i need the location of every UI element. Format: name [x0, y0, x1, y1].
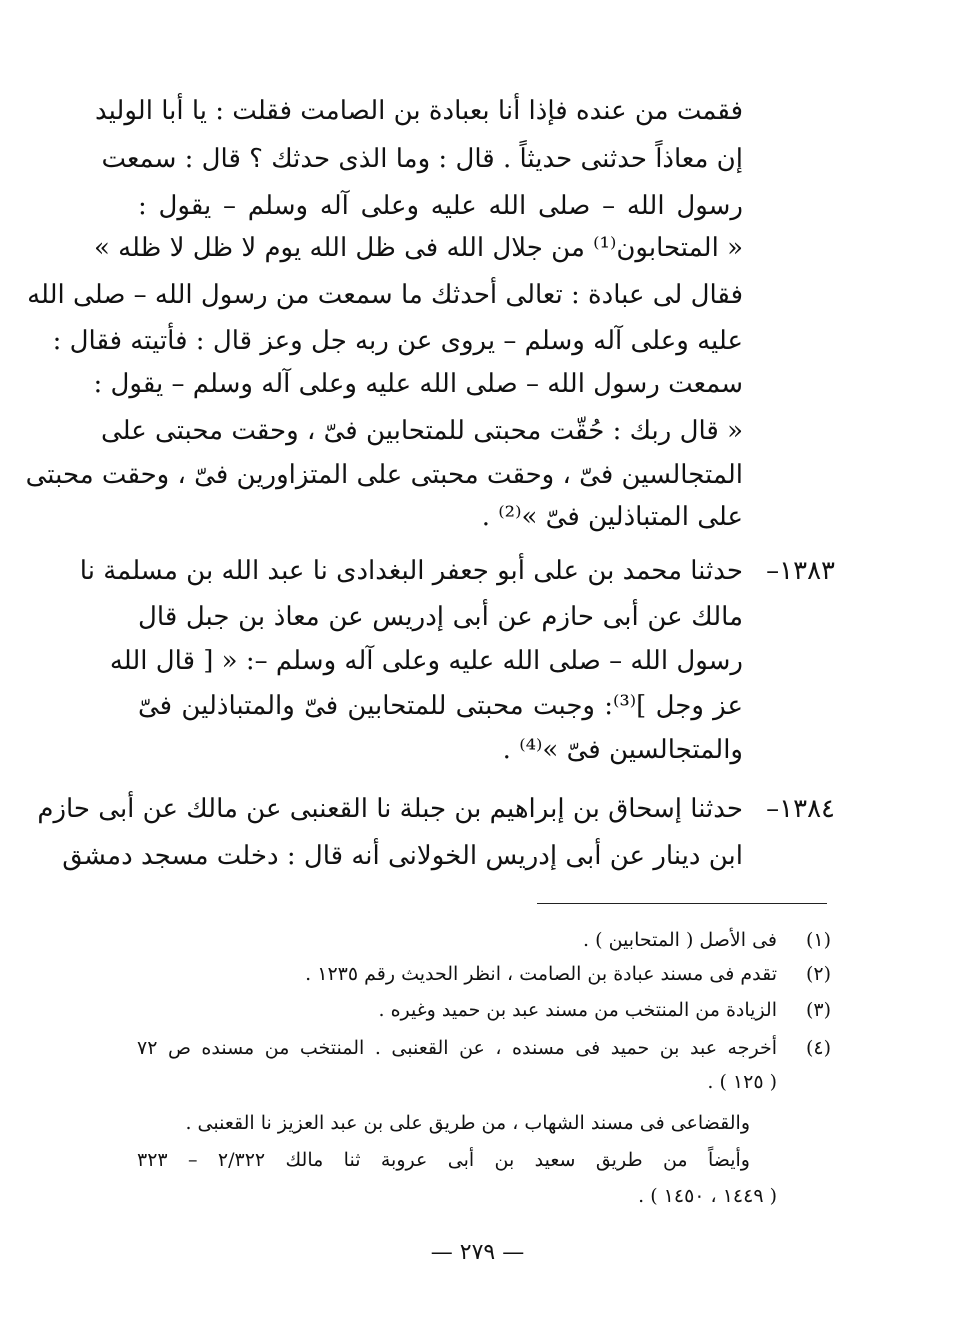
body-line: على المتباذلين فىّ »⁽²⁾ .	[481, 502, 743, 532]
hadith-number: ١٣٨٣–	[766, 556, 835, 586]
hadith-line: عز وجل ]⁽³⁾: وجبت محبتى للمتحابين فىّ والمتباذلين فىّ	[138, 691, 743, 721]
footnote-mark: (٢)	[805, 963, 831, 985]
body-line: فقمت من عنده فإذا أنا بعبادة بن الصامت فقلت : يا أبا الوليد	[94, 96, 743, 126]
footnote-mark: (١)	[805, 929, 831, 951]
hadith-line: ابن دينار عن أبى إدريس الخولانى أنه قال : دخلت مسجد دمشق	[62, 841, 743, 871]
hadith-line: مالك عن أبى حازم عن أبى إدريس عن معاذ بن جبل قال	[138, 602, 743, 632]
body-line: إن معاذاً حدثنى حديثاً . قال : وما الذى حدثك ؟ قال : سمعت	[101, 144, 743, 174]
footnote-text: تقدم فى مسند عبادة بن الصامت ، انظر الحديث رقم ١٢٣٥ .	[305, 963, 777, 985]
hadith-number: ١٣٨٤–	[766, 794, 835, 824]
footnote-text: أخرجه عبد بن حميد فى مسنده ، عن القعنبى . المنتخب من مسنده ص ٧٢	[137, 1037, 777, 1059]
footnote-text: الزيادة من المنتخب من مسند عبد بن حميد وغيره .	[378, 999, 777, 1021]
body-line: المتجالسين فىّ ، وحقت محبتى على المتزاورين فىّ ، وحقت محبتى	[25, 460, 743, 490]
body-line: عليه وعلى آله وسلم – يروى عن ربه جل وعز قال : فأتيته فقال :	[52, 326, 743, 356]
hadith-line: حدثنا إسحاق بن إبراهيم بن جبلة نا القعنبى عن مالك عن أبى حازم	[37, 794, 743, 824]
body-line: فقال لى عبادة : تعالى أحدثك ما سمعت من رسول الله – صلى الله	[27, 280, 743, 310]
footnote-text: ( ١٤٤٩ ، ١٤٥٠ ) .	[638, 1185, 777, 1207]
footnote-text: ( ١٢٥ ) .	[707, 1071, 777, 1093]
footnote-divider	[537, 903, 827, 904]
footnote-text: والقضاعى فى مسند الشهاب ، من طريق على بن عبد العزيز نا القعنبى .	[185, 1112, 750, 1134]
body-line: رسول الله – صلى الله عليه وعلى آله وسلم – يقول :	[138, 191, 743, 221]
footnote-text: وأيضاً من طريق سعيد بن أبى عروبة ثنا مالك ٢/٣٢٢ – ٣٢٣	[137, 1149, 750, 1171]
body-line: « المتحابون⁽¹⁾ من جلال الله فى ظل الله يوم لا ظل لا ظله »	[93, 233, 743, 263]
body-line: « قال ربك : حُقّت محبتى للمتحابين فىّ ، وحقت محبتى على	[100, 416, 743, 446]
hadith-line: والمتجالسين فىّ »⁽⁴⁾ .	[502, 735, 743, 765]
page-number: — ٢٧٩ —	[430, 1240, 525, 1265]
footnote-mark: (٤)	[805, 1037, 831, 1059]
body-line: سمعت رسول الله – صلى الله عليه وعلى آله وسلم – يقول :	[93, 369, 743, 399]
hadith-line: حدثنا محمد بن على أبو جعفر البغدادى نا عبد الله بن مسلمة نا	[79, 556, 743, 586]
footnote-mark: (٣)	[805, 999, 831, 1021]
footnote-text: فى الأصل ( المتحابين ) .	[583, 929, 777, 951]
hadith-line: رسول الله – صلى الله عليه وعلى آله وسلم –: « [ قال الله	[109, 646, 743, 676]
